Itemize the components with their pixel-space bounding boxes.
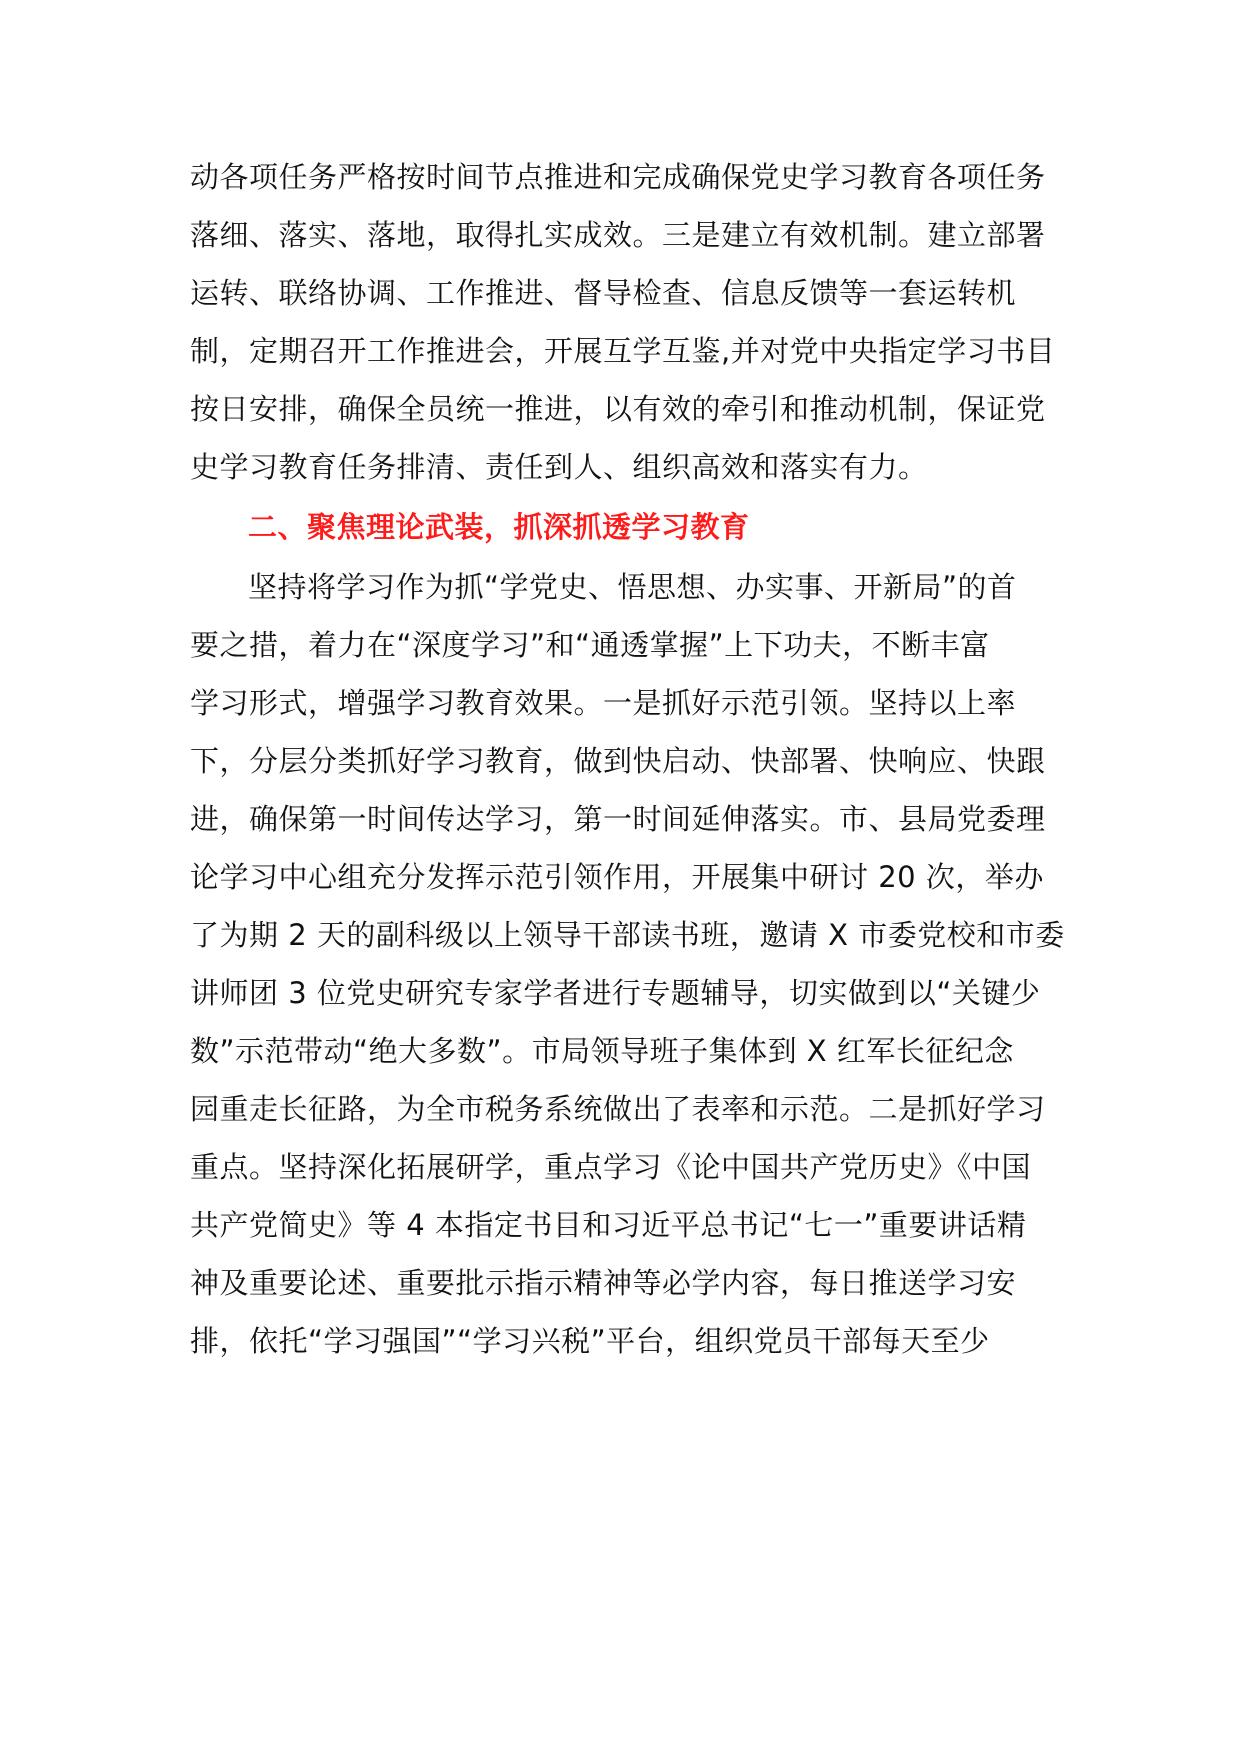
body-text-line: 重点。坚持深化拓展研学，重点学习《论中国共产党历史》《中国 (190, 1150, 1032, 1184)
body-text-line: 共产党简史》等 4 本指定书目和习近平总书记“七一”重要讲话精 (190, 1208, 1027, 1242)
body-text-line: 论学习中心组充分发挥示范引领作用，开展集中研讨 20 次，举办 (190, 860, 1044, 894)
body-text-line: 史学习教育任务排清、责任到人、组织高效和落实有力。 (190, 450, 928, 484)
body-text-line: 运转、联络协调、工作推进、督导检查、信息反馈等一套运转机 (190, 276, 1017, 310)
body-text-line: 下，分层分类抓好学习教育，做到快启动、快部署、快响应、快跟 (190, 744, 1046, 778)
body-text-line: 园重走长征路，为全市税务系统做出了表率和示范。二是抓好学习 (190, 1092, 1046, 1126)
body-text-line: 坚持将学习作为抓“学党史、悟思想、办实事、开新局”的首 (248, 570, 1017, 604)
body-text-line: 制，定期召开工作推进会，开展互学互鉴,并对党中央指定学习书目 (190, 334, 1056, 368)
body-text-line: 排，依托“学习强国”“学习兴税”平台，组织党员干部每天至少 (190, 1324, 990, 1358)
body-text-line: 了为期 2 天的副科级以上领导干部读书班，邀请 X 市委党校和市委 (190, 918, 1065, 952)
body-text-line: 数”示范带动“绝大多数”。市局领导班子集体到 X 红军长征纪念 (190, 1034, 1014, 1068)
body-text-line: 进，确保第一时间传达学习，第一时间延伸落实。市、县局党委理 (190, 802, 1046, 836)
body-text-line: 动各项任务严格按时间节点推进和完成确保党史学习教育各项任务 (190, 160, 1046, 194)
body-text-line: 讲师团 3 位党史研究专家学者进行专题辅导，切实做到以“关键少 (190, 976, 1041, 1010)
body-text-line: 落细、落实、落地，取得扎实成效。三是建立有效机制。建立部署 (190, 218, 1046, 252)
body-text-line: 要之措，着力在“深度学习”和“通透掌握”上下功夫，不断丰富 (190, 628, 990, 662)
body-text-line: 神及重要论述、重要批示指示精神等必学内容，每日推送学习安 (190, 1266, 1017, 1300)
body-text-line: 学习形式，增强学习教育效果。一是抓好示范引领。坚持以上率 (190, 686, 1017, 720)
body-text-line: 按日安排，确保全员统一推进，以有效的牵引和推动机制，保证党 (190, 392, 1046, 426)
section-heading: 二、聚焦理论武装，抓深抓透学习教育 (248, 510, 750, 544)
